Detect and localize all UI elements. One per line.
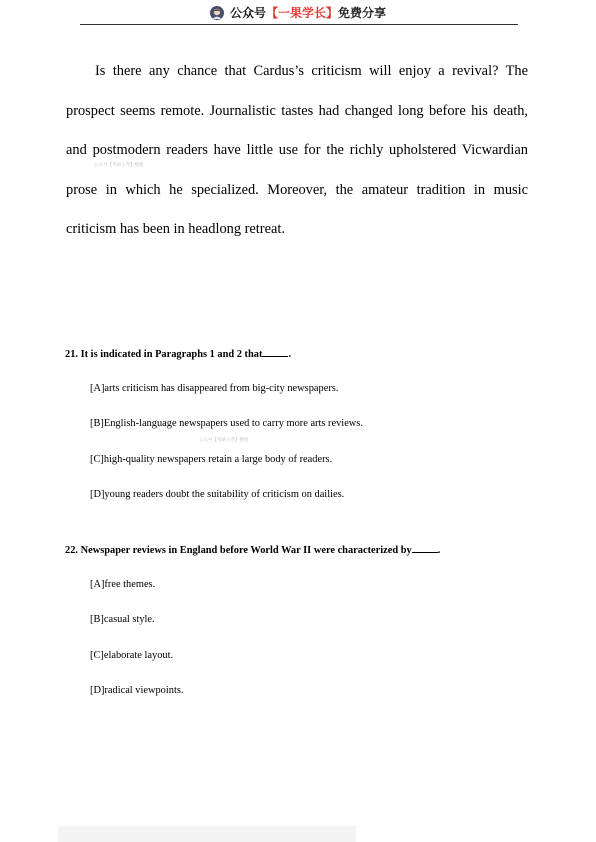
page-header (0, 0, 596, 26)
avatar-icon (210, 6, 224, 20)
question-21-title: 21. It is indicated in Paragraphs 1 and 2 that . (65, 346, 291, 360)
question-21-text: 21. It is indicated in Paragraphs 1 and 2 that (65, 349, 263, 360)
question-22-title: 22. Newspaper reviews in England before World War II were characterized by . (65, 542, 440, 556)
question-22-option-d[interactable]: [D]radical viewpoints. (90, 685, 184, 696)
header-prefix: 公众号 (229, 6, 266, 20)
question-21-option-a[interactable]: [A]arts criticism has disappeared from big-city newspapers. (90, 383, 339, 394)
question-22-option-a[interactable]: [A]free themes. (90, 579, 156, 590)
header-highlight: 【一果学长】 (265, 6, 338, 20)
header-suffix: 免费分享 (338, 6, 387, 20)
passage-paragraph: Is there any chance that Cardus’s criticism will enjoy a revival? The prospect seems remote. Journalistic tastes had changed long before his death, and postmodern readers have little use for the richly upholstered Vicwardian prose in which he specialized. Moreover, the amateur tradition in music criticism has been in headlong retreat. (66, 63, 528, 237)
question-22-option-b[interactable]: [B]casual style. (90, 614, 155, 625)
header-divider (80, 24, 518, 25)
question-21-option-c[interactable]: [C]high-quality newspapers retain a large body of readers. (90, 454, 333, 465)
question-21-option-b[interactable]: [B]English-language newspapers used to carry more arts reviews. (90, 418, 363, 429)
watermark-text: 公众号【考研小乔】整理 (94, 163, 144, 168)
header-banner (0, 6, 596, 20)
question-21-option-d[interactable]: [D]young readers doubt the suitability of criticism on dailies. (90, 489, 345, 500)
question-22-option-c[interactable]: [C]elaborate layout. (90, 650, 174, 661)
answer-blank (262, 346, 288, 357)
footer-bar (58, 826, 356, 842)
answer-blank (412, 542, 438, 553)
question-22-text: 22. Newspaper reviews in England before World War II were characterized by (65, 545, 412, 556)
watermark-text: 公众号【考研小乔】整理 (199, 438, 249, 443)
